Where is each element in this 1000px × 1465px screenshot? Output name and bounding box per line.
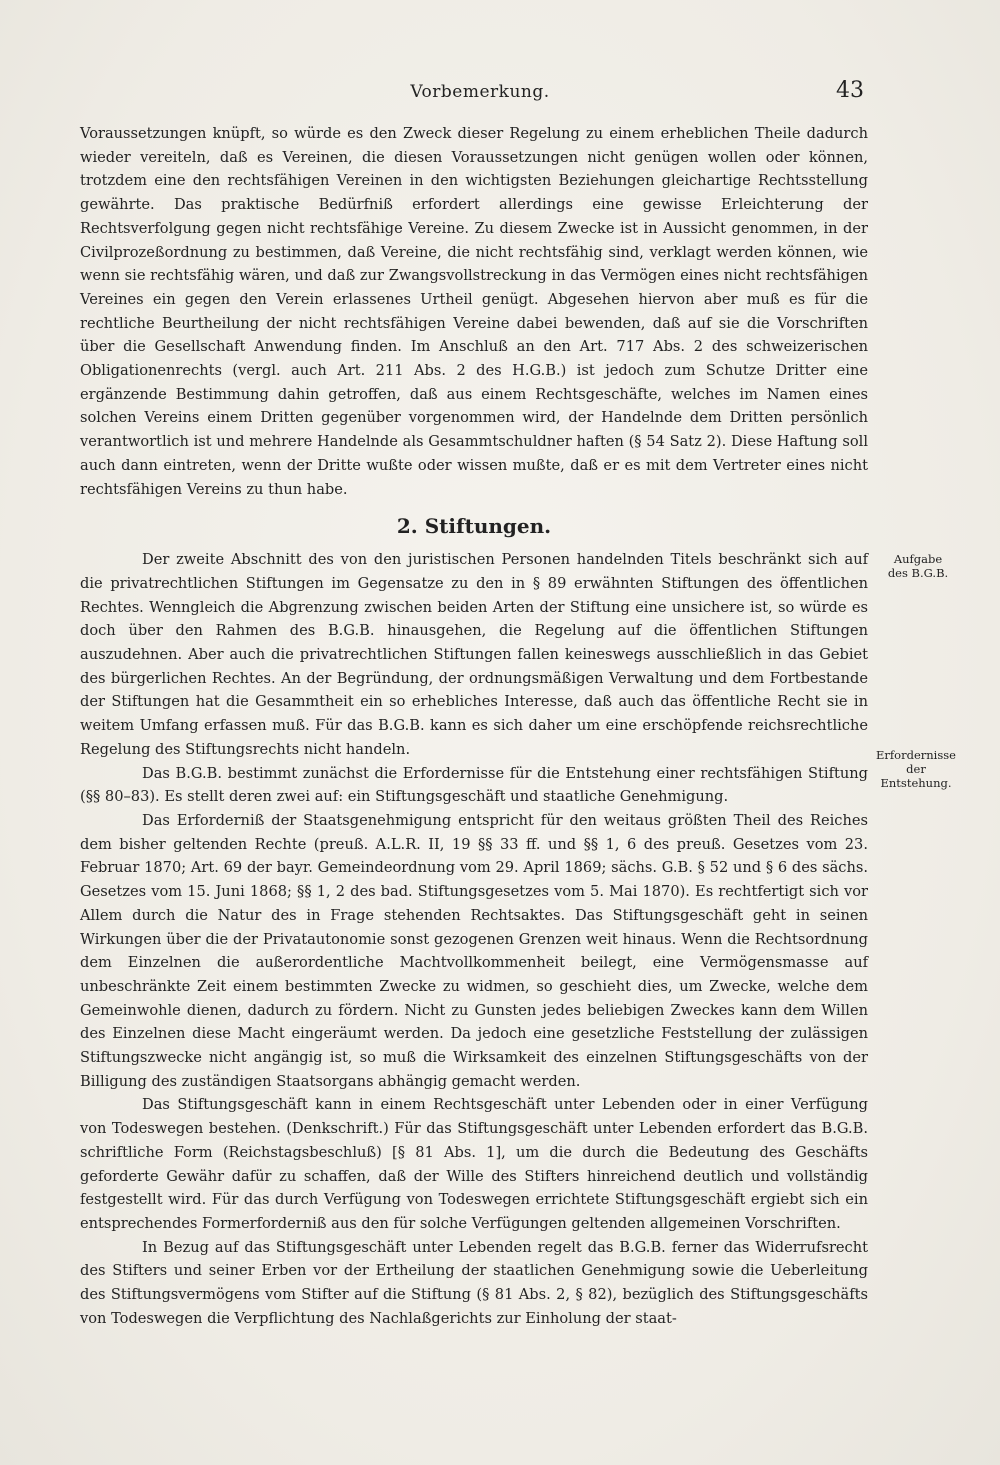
page-header: [90, 78, 870, 108]
margin-note-line: Erfordernisse: [876, 748, 956, 762]
margin-note-erfordernisse: [866, 748, 966, 790]
paragraph: Der zweite Abschnitt des von den juristischen Personen handelnden Titels beschränkt sich auf die privatrechtlichen Stiftungen im Gegensatze zu den in § 89 erwähnten Stiftungen des öffentlichen Rechtes. Wenngleich die Abgrenzung zwischen beiden Arten der Stiftung eine unsichere ist, so würde es doch über den Rahmen des B.G.B. hinausgehen, die Regelung auf die öffentlichen Stiftungen auszudehnen. Aber auch die privatrechtlichen Stiftungen fallen keineswegs ausschließlich in das Gebiet des bürgerlichen Rechtes. An der Begründung, der ordnungsmäßigen Verwaltung und dem Fortbestande der Stiftungen hat die Gesammtheit ein so erhebliches Interesse, daß auch das öffentliche Recht sie in weitem Umfang erfassen muß. Für das B.G.B. kann es sich daher um eine erschöpfende reichsrechtliche Regelung des Stiftungsrechts nicht handeln.: [80, 551, 868, 758]
margin-note-line: des B.G.B.: [887, 566, 949, 580]
running-head: Vorbemerkung.: [410, 82, 550, 102]
paragraph: Das Erforderniß der Staatsgenehmigung entspricht für den weitaus größten Theil des Reiches dem bisher geltenden Rechte (preuß. A.L.R. II, 19 §§ 33 ff. und §§ 1, 6 des preuß. Gesetzes vom 23. Februar 1870; Art. 69 der bayr. Gemeindeordnung vom 29. April 1869; sächs. G.B. § 52 und § 6 des sächs. Gesetzes vom 15. Juni 1868; §§ 1, 2 des bad. Stiftungsgesetzes vom 5. Mai 1870). Es rechtfertigt sich vor Allem durch die Natur des in Frage stehenden Rechtsaktes. Das Stiftungsgeschäft geht in seinen Wirkungen über die der Privatautonomie sonst gezogenen Grenzen weit hinaus. Wenn die Rechtsordnung dem Einzelnen die außerordentliche Machtvollkommenheit beilegt, eine Vermögensmasse auf unbeschränkte Zeit einem bestimmten Zwecke zu widmen, so geschieht dies, um Zwecke, welche dem Gemeinwohle dienen, dadurch zu fördern. Nicht zu Gunsten jedes beliebigen Zweckes kann dem Willen des Einzelnen diese Macht eingeräumt werden. Da jedoch eine gesetzliche Feststellung der zulässigen Stiftungszwecke nicht angängig ist, so muß die Wirksamkeit des einzelnen Stiftungsgeschäfts von der Billigung des zuständigen Staatsorgans abhängig gemacht werden.: [80, 811, 868, 1090]
page-number: 43: [836, 78, 864, 103]
paragraph: Voraussetzungen knüpft, so würde es den Zweck dieser Regelung zu einem erheblichen Theile dadurch wieder vereiteln, daß es Vereinen, die diesen Voraussetzungen nicht genügen wollen oder können, trotzdem eine den rechtsfähigen Vereinen in den wichtigsten Beziehungen gleichartige Rechtsstellung gewährte. Das praktische Bedürfniß erfordert allerdings eine gewisse Erleichterung der Rechtsverfolgung gegen nicht rechtsfähige Vereine. Zu diesem Zwecke ist in Aussicht genommen, in der Civilprozeßordnung zu bestimmen, daß Vereine, die nicht rechtsfähig sind, verklagt werden können, wie wenn sie rechtsfähig wären, und daß zur Zwangsvollstreckung in das Vermögen eines nicht rechtsfähigen Vereines ein gegen den Verein erlassenes Urtheil genügt. Abgesehen hiervon aber muß es für die rechtliche Beurtheilung der nicht rechtsfähigen Vereine dabei bewenden, daß auf sie die Vorschriften über die Gesellschaft Anwendung finden. Im Anschluß an den Art. 717 Abs. 2 des schweizerischen Obligationenrechts (vergl. auch Art. 211 Abs. 2 des H.G.B.) ist jedoch zum Schutze Dritter eine ergänzende Bestimmung dahin getroffen, daß aus einem Rechtsgeschäfte, welches im Namen eines solchen Vereins einem Dritten gegenüber vorgenommen wird, der Handelnde dem Dritten persönlich verantwortlich ist und mehrere Handelnde als Gesammtschuldner haften (§ 54 Satz 2). Diese Haftung soll auch dann eintreten, wenn der Dritte wußte oder wissen mußte, daß er es mit dem Vertreter eines nicht rechtsfähigen Vereins zu thun habe.: [80, 125, 868, 498]
margin-note-line: der: [906, 762, 926, 776]
paragraph: In Bezug auf das Stiftungsgeschäft unter Lebenden regelt das B.G.B. ferner das Widerrufsrecht des Stifters und seiner Erben vor der Ertheilung der staatlichen Genehmigung sowie die Ueberleitung des Stiftungsvermögens vom Stifter auf die Stiftung (§ 81 Abs. 2, § 82), bezüglich des Stiftungsgeschäfts von Todeswegen die Verpflichtung des Nachlaßgerichts zur Einholung der staat-: [80, 1238, 868, 1327]
margin-note-aufgabe: [868, 552, 968, 580]
margin-note-line: Entstehung.: [880, 776, 952, 790]
margin-note-line: Aufgabe: [893, 552, 943, 566]
section-title: 2. Stiftungen.: [396, 514, 552, 539]
paragraph: Das B.G.B. bestimmt zunächst die Erfordernisse für die Entstehung einer rechtsfähigen Stiftung (§§ 80–83). Es stellt deren zwei auf: ein Stiftungsgeschäft und staatliche Genehmigung.: [80, 764, 868, 806]
page-body: [80, 122, 868, 1330]
paragraph: Das Stiftungsgeschäft kann in einem Rechtsgeschäft unter Lebenden oder in einer Verfügung von Todeswegen bestehen. (Denkschrift.) Für das Stiftungsgeschäft unter Lebenden erfordert das B.G.B. schriftliche Form (Reichstagsbeschluß) [§ 81 Abs. 1], um die durch die Bedeutung des Geschäfts geforderte Gewähr dafür zu schaffen, daß der Wille des Stifters hinreichend deutlich und vollständig festgestellt wird. Für das durch Verfügung von Todeswegen errichtete Stiftungsgeschäft ergiebt sich ein entsprechendes Formerforderniß aus den für solche Verfügungen geltenden allgemeinen Vorschriften.: [80, 1096, 868, 1232]
